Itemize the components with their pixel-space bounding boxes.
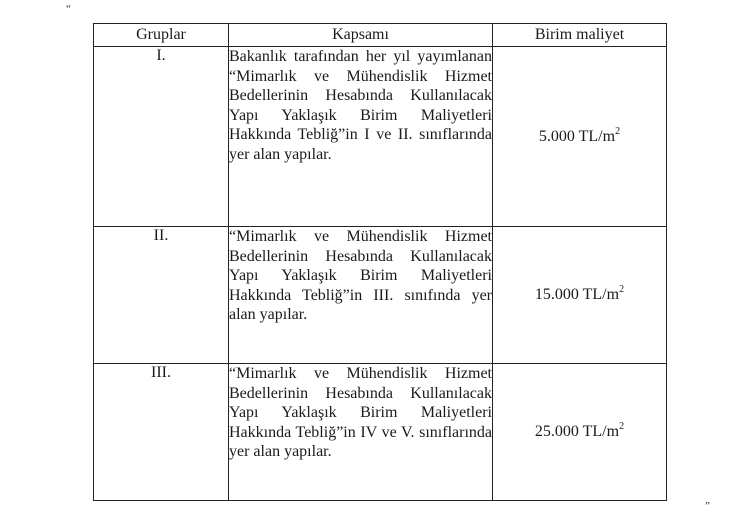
unit-cost-exponent: 2 [619, 421, 625, 432]
opening-quote-mark: “ [66, 3, 71, 15]
unit-cost-exponent: 2 [615, 125, 621, 137]
unit-cost-value: 5.000 TL/m [538, 127, 616, 145]
scope-cell: “Mimarlık ve Mühendislik Hizmet Bedellerinin Hesabında Kullanılacak Yapı Yaklaşık Birim Maliyetleri Hakkında Tebliğ”in III. sınıfında yer alan yapılar. [229, 227, 493, 364]
header-unit-cost: Birim maliyet [493, 24, 667, 47]
header-scope: Kapsamı [229, 24, 493, 47]
group-cell: I. [94, 47, 229, 227]
table-header-row [94, 24, 667, 47]
unit-cost-cell [493, 47, 667, 227]
group-cell: II. [94, 227, 229, 364]
unit-cost-table [93, 23, 667, 501]
table-row [94, 47, 667, 227]
scope-cell: Bakanlık tarafından her yıl yayımlanan “Mimarlık ve Mühendislik Hizmet Bedellerinin Hesabında Kullanılacak Yapı Yaklaşık Birim Maliyetleri Hakkında Tebliğ”in I ve II. sınıflarında yer alan yapılar. [229, 47, 493, 227]
unit-cost-exponent: 2 [619, 284, 625, 295]
unit-cost-cell [493, 227, 667, 364]
group-cell: III. [94, 364, 229, 501]
closing-quote-mark: ” [705, 500, 710, 512]
table-row [94, 227, 667, 364]
unit-cost-cell [493, 364, 667, 501]
unit-cost-value: 25.000 TL/m [534, 423, 620, 440]
scope-cell: “Mimarlık ve Mühendislik Hizmet Bedellerinin Hesabında Kullanılacak Yapı Yaklaşık Birim Maliyetleri Hakkında Tebliğ”in IV ve V. sınıflarında yer alan yapılar. [229, 364, 493, 501]
header-groups: Gruplar [94, 24, 229, 47]
unit-cost-value: 15.000 TL/m [534, 286, 620, 303]
table-row [94, 364, 667, 501]
